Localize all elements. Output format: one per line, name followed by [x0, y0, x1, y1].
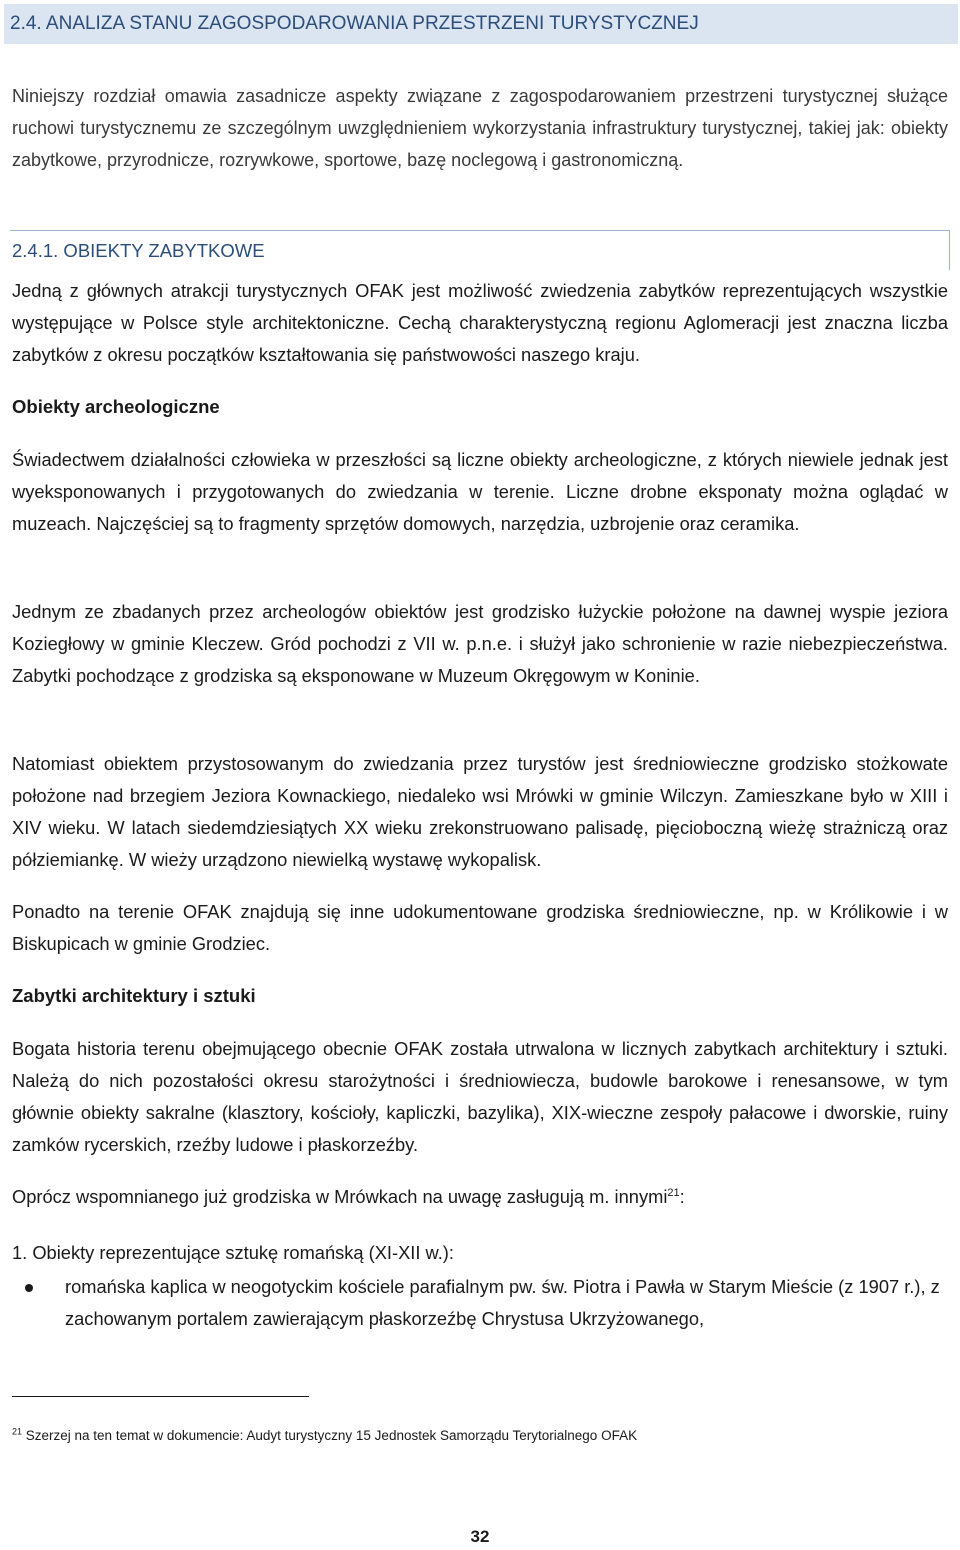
footnote-divider: [12, 1396, 309, 1397]
footnote: [12, 1426, 637, 1446]
list-item-text: romańska kaplica w neogotyckim kościele parafialnym pw. św. Piotra i Pawła w Starym Mieście (z 1907 r.), z zachowanym portalem zawierającym płaskorzeźbę Chrystusa Ukrzyżowanego,: [65, 1276, 940, 1329]
list-title: 1. Obiekty reprezentujące sztukę romańską (XI-XII w.):: [12, 1242, 454, 1263]
bullet-icon: [25, 1284, 33, 1292]
besides-colon: :: [679, 1186, 685, 1207]
intro-paragraph: Niniejszy rozdział omawia zasadnicze aspekty związane z zagospodarowaniem przestrzeni turystycznej służące ruchowi turystycznemu ze szczególnym uwzględnieniem wykorzystania infrastruktury turystycznej, takiej jak: obiekty zabytkowe, przyrodnicze, rozrywkowe, sportowe, bazę noclegową i gastronomiczną.: [12, 86, 948, 170]
architecture-heading: Zabytki architektury i sztuki: [12, 985, 256, 1006]
list-item: [12, 1271, 948, 1335]
archeology-paragraph-1: Świadectwem działalności człowieka w przeszłości są liczne obiekty archeologiczne, z których niewiele jednak jest wyeksponowanych i przygotowanych do zwiedzania w terenie. Liczne drobne eksponaty można oglądać w muzeach. Najczęściej są to fragmenty sprzętów domowych, narzędzia, uzbrojenie oraz ceramika.: [12, 449, 948, 534]
archeology-paragraph-2: Jednym ze zbadanych przez archeologów obiektów jest grodzisko łużyckie położone na dawnej wyspie jeziora Koziegłowy w gminie Kleczew. Gród pochodzi z VII w. p.n.e. i służył jako schronienie w razie niebezpieczeństwa. Zabytki pochodzące z grodziska są eksponowane w Muzeum Okręgowym w Koninie.: [12, 601, 948, 686]
architecture-paragraph: Bogata historia terenu obejmującego obecnie OFAK została utrwalona w licznych zabytkach architektury i sztuki. Należą do nich pozostałości okresu starożytności i średniowiecza, budowle barokowe i renesansowe, w tym głównie obiekty sakralne (klasztory, kościoły, kapliczki, bazylika), XIX-wieczne zespoły pałacowe i dworskie, ruiny zamków rycerskich, rzeźby ludowe i płaskorzeźby.: [12, 1038, 948, 1155]
archeology-paragraph-4: Ponadto na terenie OFAK znajdują się inne udokumentowane grodziska średniowieczne, np. w Królikowie i w Biskupicach w gminie Grodziec.: [12, 901, 948, 954]
besides-paragraph: [12, 1181, 948, 1213]
page-number: 32: [470, 1527, 490, 1546]
section-intro-paragraph: Jedną z głównych atrakcji turystycznych OFAK jest możliwość zwiedzenia zabytków reprezentujących wszystkie występujące w Polsce style architektoniczne. Cechą charakterystyczną regionu Aglomeracji jest znaczna liczba zabytków z okresu początków kształtowania się państwowości naszego kraju.: [12, 280, 948, 365]
section-heading: 2.4.1. OBIEKTY ZABYTKOWE: [10, 230, 950, 270]
besides-text: Oprócz wspomnianego już grodziska w Mrówkach na uwagę zasługują m. innymi: [12, 1186, 668, 1207]
footnote-reference[interactable]: 21: [667, 1186, 680, 1199]
footnote-number: 21: [12, 1426, 23, 1437]
archeology-heading: Obiekty archeologiczne: [12, 396, 220, 417]
romanesque-list: [12, 1271, 948, 1335]
archeology-paragraph-3: Natomiast obiektem przystosowanym do zwiedzania przez turystów jest średniowieczne grodzisko stożkowate położone nad brzegiem Jeziora Kownackiego, niedaleko wsi Mrówki w gminie Wilczyn. Zamieszkane było w XIII i XIV wieku. W latach siedemdziesiątych XX wieku zrekonstruowano palisadę, pięcioboczną wieżę strażniczą oraz półziemiankę. W wieży urządzono niewielką wystawę wykopalisk.: [12, 753, 948, 870]
footnote-text: Szerzej na ten temat w dokumencie: Audyt turystyczny 15 Jednostek Samorządu Terytorialnego OFAK: [22, 1428, 638, 1443]
chapter-heading: 2.4. ANALIZA STANU ZAGOSPODAROWANIA PRZESTRZENI TURYSTYCZNEJ: [4, 4, 958, 44]
